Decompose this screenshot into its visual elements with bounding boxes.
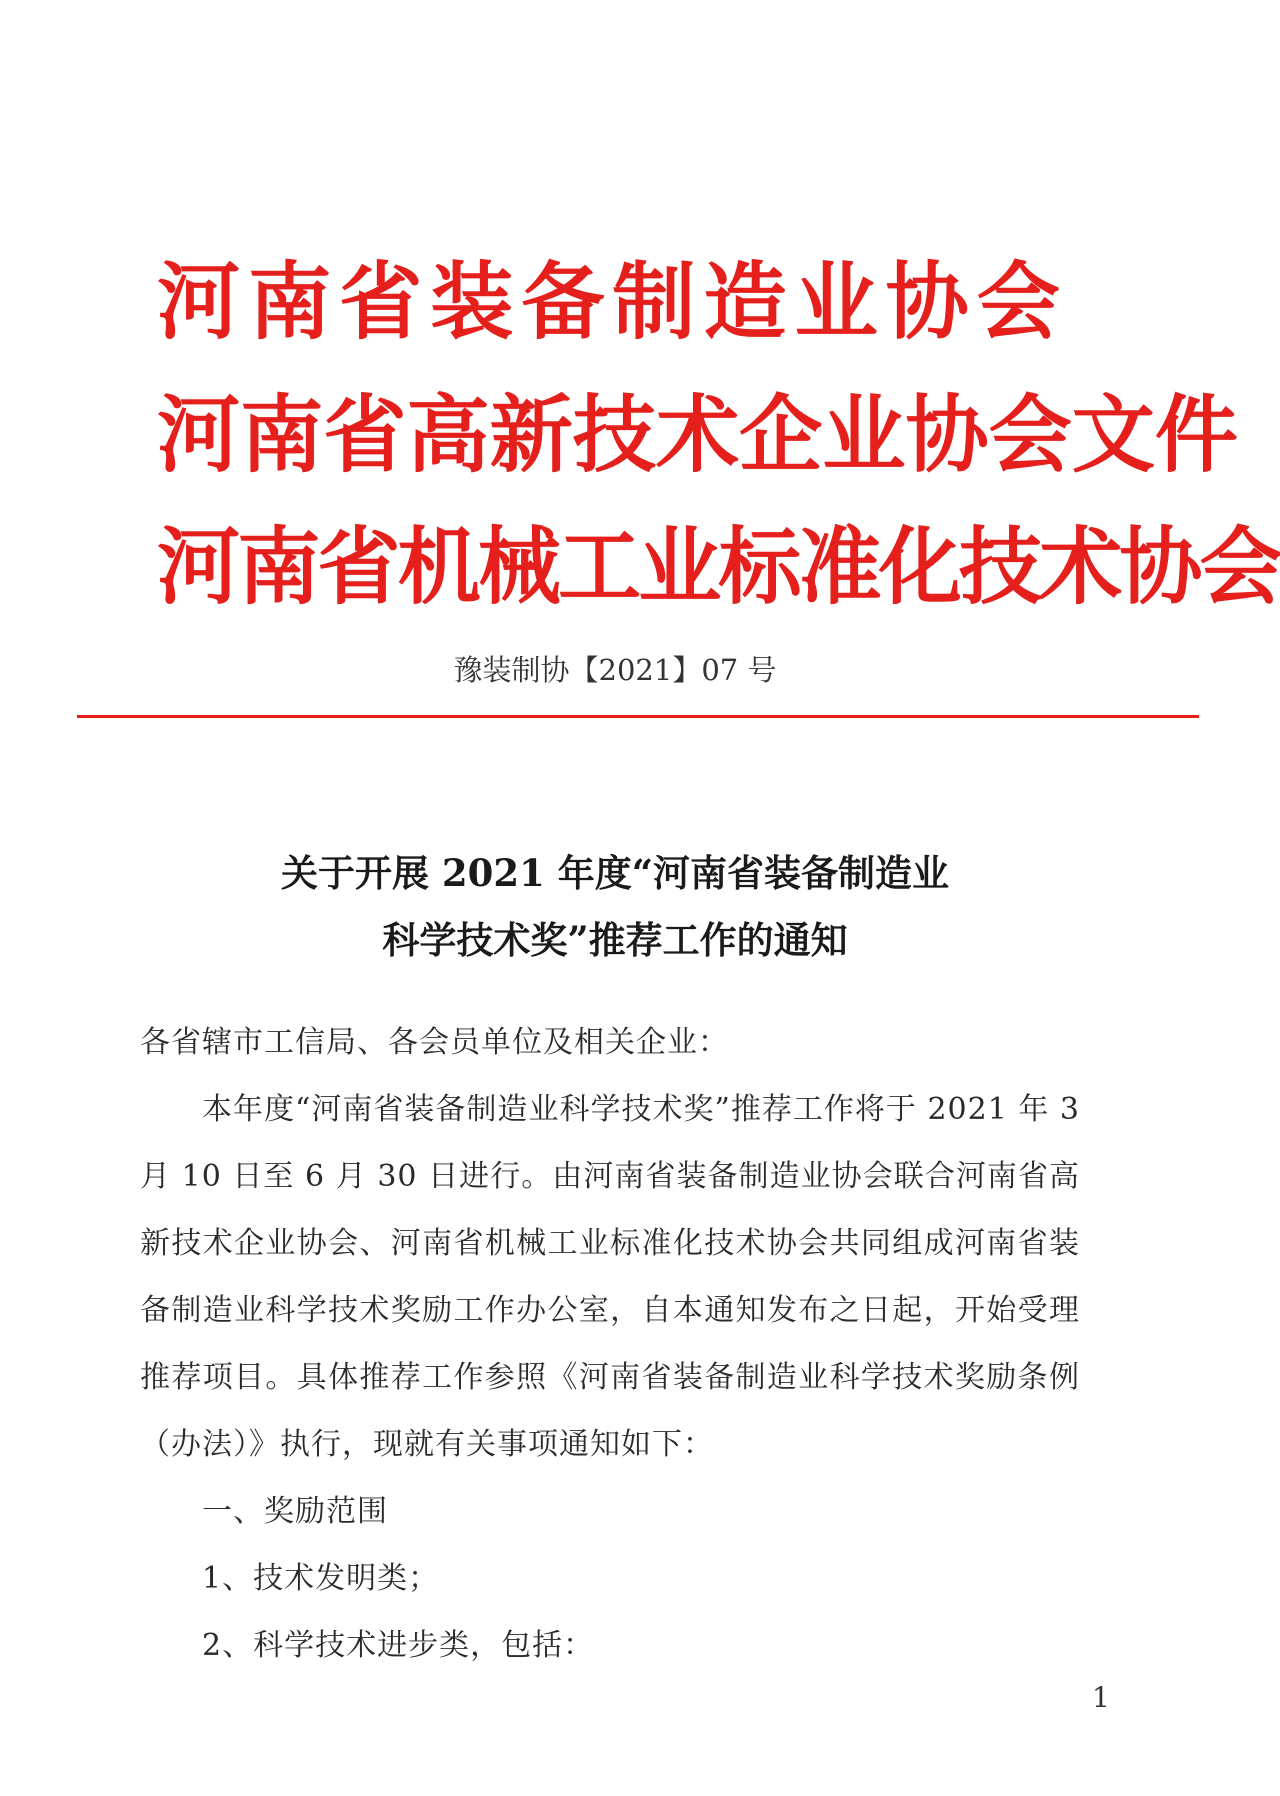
- body-paragraph-1: 本年度“河南省装备制造业科学技术奖”推荐工作将于 2021 年 3 月 10 日至 6 月 30 日进行。由河南省装备制造业协会联合河南省高新技术企业协会、河南省机械工业标准化技术协会共同组成河南省装备制造业科学技术奖励工作办公室，自本通知发布之日起，开始受理推荐项目。具体推荐工作参照《河南省装备制造业科学技术奖励条例（办法）》执行，现就有关事项通知如下：: [140, 1092, 1080, 1462]
- salutation: 各省辖市工信局、各会员单位及相关企业：: [140, 1025, 729, 1060]
- header-org-line-3: 河南省机械工业标准化技术协会: [157, 518, 1280, 616]
- header-org-line-1: 河南省装备制造业协会: [157, 253, 1068, 351]
- red-divider-rule: [77, 715, 1199, 718]
- notice-title-line-1: 关于开展 2021 年度“河南省装备制造业: [280, 851, 950, 895]
- document-number: 豫装制协【2021】07 号: [453, 653, 777, 687]
- section-heading-1: 一、奖励范围: [202, 1494, 388, 1529]
- list-item: 1、技术发明类；: [202, 1561, 440, 1596]
- notice-title-line-2: 科学技术奖”推荐工作的通知: [382, 918, 848, 962]
- page-number: 1: [1092, 1681, 1110, 1714]
- notice-body: [140, 1009, 1080, 1679]
- list-item: 2、科学技术进步类，包括：: [202, 1628, 595, 1663]
- header-org-line-2: 河南省高新技术企业协会文件: [157, 386, 1239, 484]
